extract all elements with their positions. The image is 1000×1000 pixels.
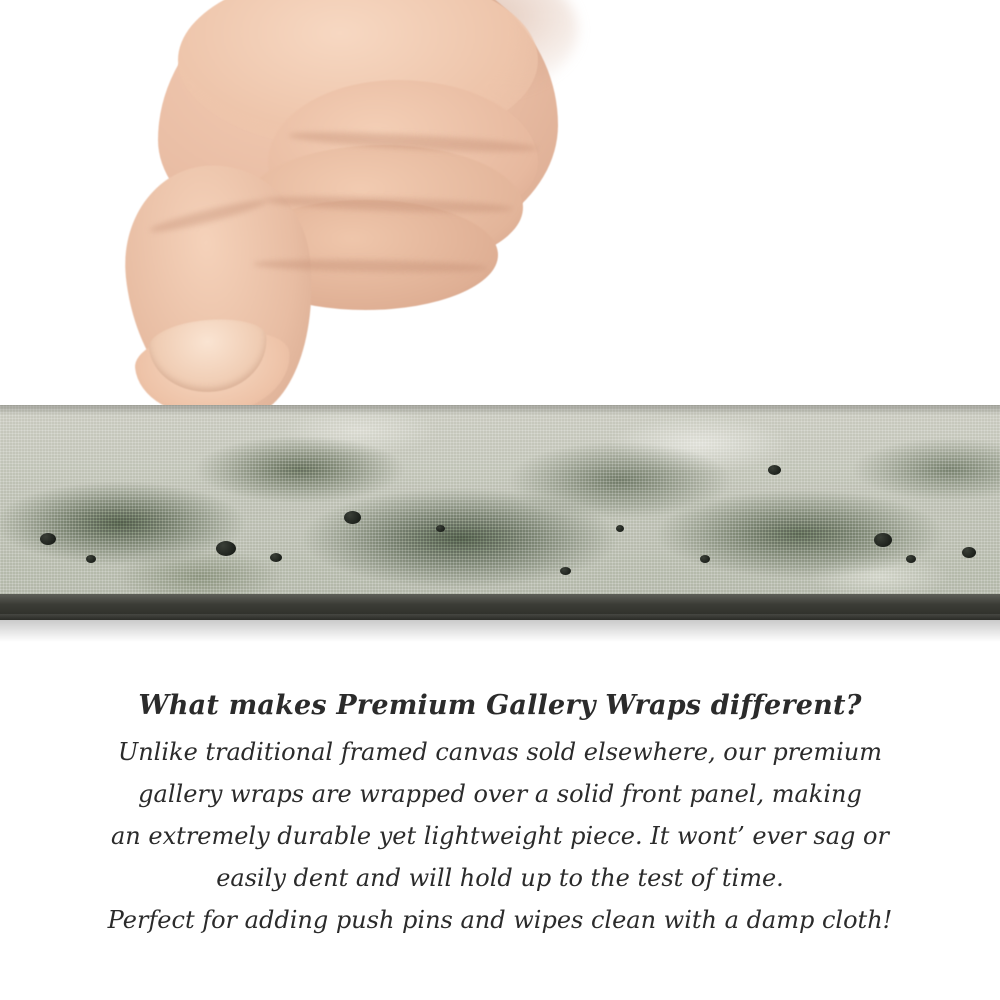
texture-speck	[270, 553, 282, 562]
texture-speck	[436, 525, 445, 532]
canvas-wrap-edge	[0, 405, 1000, 620]
canvas-weave-texture	[0, 405, 1000, 620]
caption-block	[0, 690, 1000, 941]
hand-illustration	[118, 0, 588, 430]
canvas-side-depth	[0, 594, 1000, 620]
texture-speck	[616, 525, 624, 532]
texture-speck	[40, 533, 56, 545]
caption-line: an extremely durable yet lightweight piece. It wont’ ever sag or	[111, 822, 889, 850]
texture-speck	[906, 555, 916, 563]
canvas-top-shadow	[0, 405, 1000, 415]
texture-speck	[700, 555, 710, 563]
texture-speck	[344, 511, 361, 524]
caption-line: easily dent and will hold up to the test of time.	[216, 864, 784, 892]
caption-heading: What makes Premium Gallery Wraps different?	[138, 690, 862, 721]
texture-speck	[962, 547, 976, 558]
canvas-drop-shadow	[0, 620, 1000, 642]
caption-line: Unlike traditional framed canvas sold elsewhere, our premium	[117, 738, 882, 766]
caption-line: gallery wraps are wrapped over a solid front panel, making	[138, 780, 862, 808]
texture-speck	[86, 555, 96, 563]
texture-speck	[874, 533, 892, 547]
texture-speck	[216, 541, 236, 556]
texture-speck	[560, 567, 571, 575]
caption-line: Perfect for adding push pins and wipes clean with a damp cloth!	[107, 906, 893, 934]
texture-speck	[768, 465, 781, 475]
